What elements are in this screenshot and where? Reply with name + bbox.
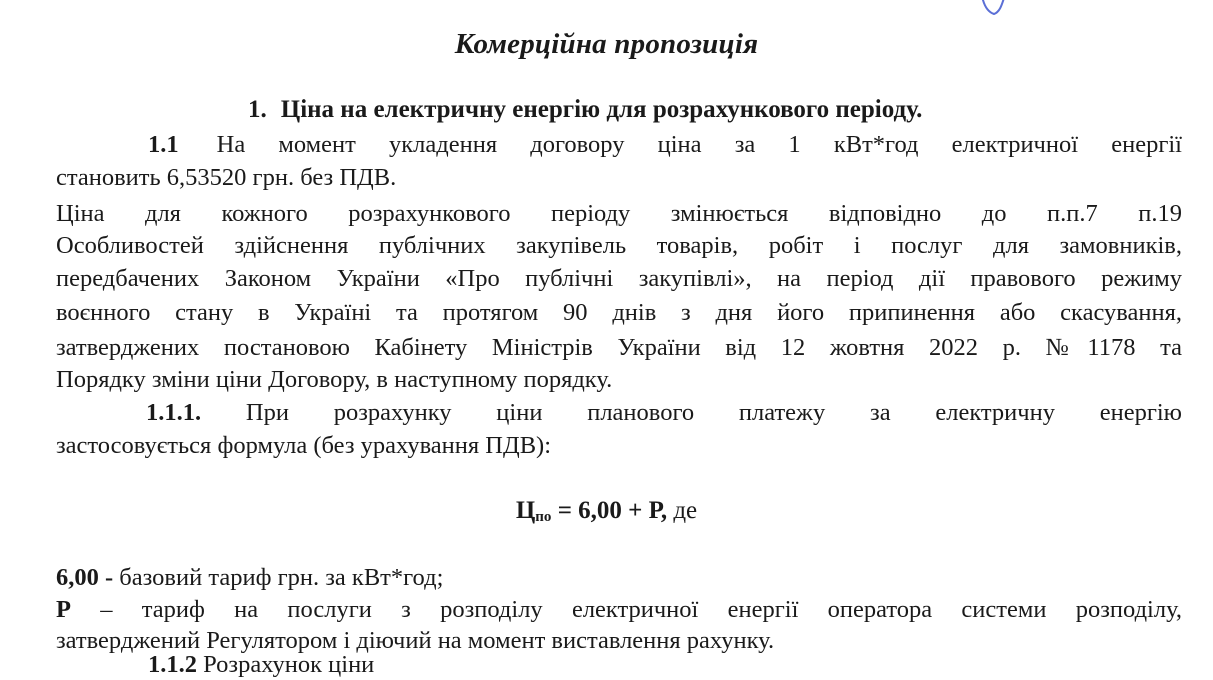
paragraph-line: Порядку зміни ціни Договору, в наступному порядку. bbox=[56, 366, 613, 393]
clause-1-1-1-text: При розрахунку ціни планового платежу за електричну енергію bbox=[245, 399, 1182, 426]
clause-1-1-1-line-2: застосовується формула (без урахування ПДВ): bbox=[56, 432, 552, 459]
section-number: 1. bbox=[248, 96, 267, 123]
clause-1-1-1-number: 1.1.1. bbox=[146, 399, 202, 426]
definition-base-tariff bbox=[56, 563, 1182, 593]
definition-p-line-2: затверджений Регулятором і діючий на момент виставлення рахунку. bbox=[56, 627, 775, 654]
formula-symbol: Ц bbox=[515, 497, 536, 524]
price-formula bbox=[0, 497, 1213, 526]
pen-mark-icon bbox=[960, 0, 1020, 20]
formula-expression: = 6,00 + Р, bbox=[551, 497, 668, 524]
definition-base-term: 6,00 - bbox=[56, 564, 114, 591]
definition-p-text: – тариф на послуги з розподілу електричної енергії оператора системи розподілу, bbox=[70, 596, 1182, 623]
section-heading bbox=[248, 96, 922, 124]
definition-base-text: базовий тариф грн. за кВт*год; bbox=[113, 564, 444, 591]
definition-p-line-1 bbox=[56, 595, 1182, 625]
paragraph-line: воєнного стану в Україні та протягом 90 днів з дня його припинення або скасування, bbox=[56, 299, 1182, 326]
clause-1-1-2-number: 1.1.2 bbox=[148, 651, 197, 678]
clause-1-1-number: 1.1 bbox=[148, 131, 179, 158]
paragraph-line: затверджених постановою Кабінету Міністрів України від 12 жовтня 2022 р. №1178 та bbox=[56, 334, 1182, 361]
section-heading-text: Ціна на електричну енергію для розрахункового періоду. bbox=[280, 96, 923, 123]
formula-suffix: де bbox=[667, 497, 698, 524]
definition-p-term: Р bbox=[56, 596, 71, 623]
clause-1-1-text: На момент укладення договору ціна за 1 кВт*год електричної енергії bbox=[216, 131, 1182, 158]
paragraph-line: передбачених Законом України «Про публічні закупівлі», на період дії правового режиму bbox=[56, 265, 1182, 292]
clause-1-1-2-partial bbox=[148, 650, 374, 680]
clause-1-1-1-line-1 bbox=[146, 398, 1182, 428]
formula-subscript: по bbox=[535, 509, 552, 525]
clause-1-1-line-2: становить 6,53520 грн. без ПДВ. bbox=[56, 164, 397, 191]
paragraph-line: Особливостей здійснення публічних закупівель товарів, робіт і послуг для замовників, bbox=[56, 232, 1182, 259]
clause-1-1-2-text: Розрахунок ціни bbox=[197, 651, 375, 678]
document-title: Комерційна пропозиція bbox=[454, 28, 759, 60]
clause-1-1-line-1 bbox=[148, 130, 1182, 160]
paragraph-line: Ціна для кожного розрахункового періоду змінюється відповідно до п.п.7 п.19 bbox=[56, 200, 1182, 227]
